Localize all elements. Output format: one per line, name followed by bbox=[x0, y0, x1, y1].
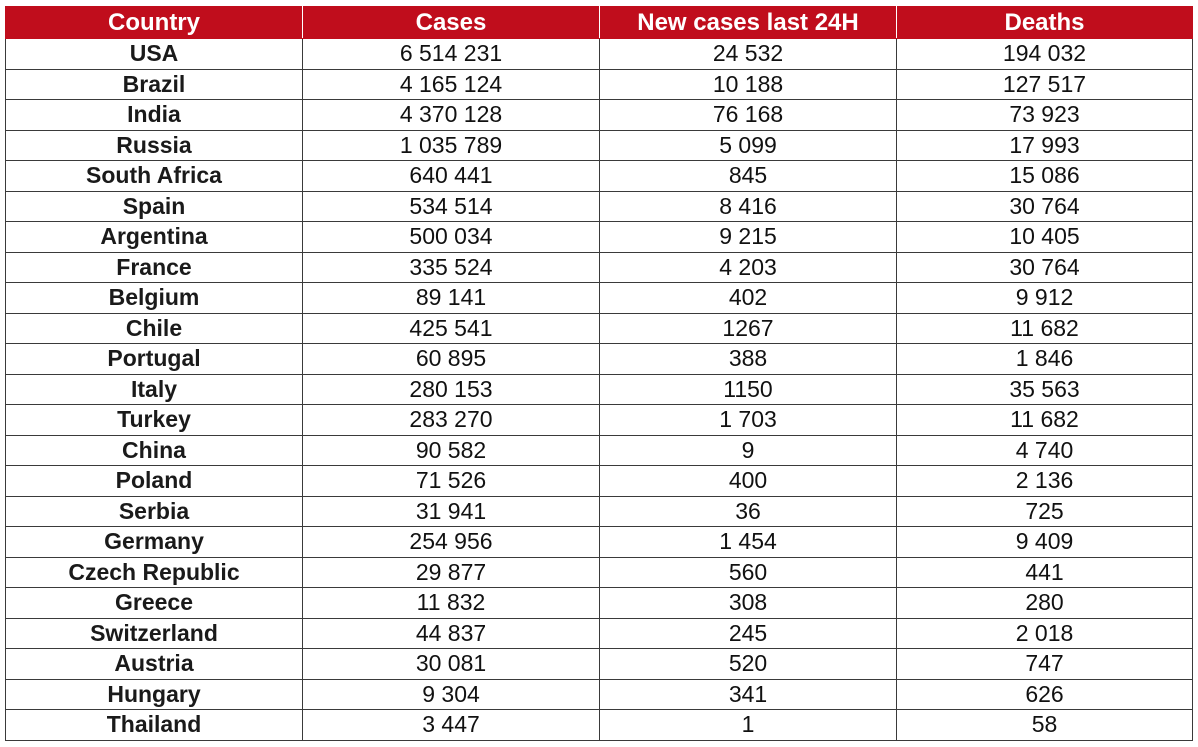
deaths-cell: 35 563 bbox=[897, 374, 1193, 405]
column-header-cases[interactable]: Cases bbox=[303, 7, 600, 39]
deaths-cell: 58 bbox=[897, 710, 1193, 741]
new-cases-cell: 24 532 bbox=[600, 39, 897, 70]
country-cell: Italy bbox=[6, 374, 303, 405]
new-cases-cell: 9 bbox=[600, 435, 897, 466]
cases-cell: 335 524 bbox=[303, 252, 600, 283]
cases-cell: 640 441 bbox=[303, 161, 600, 192]
new-cases-cell: 400 bbox=[600, 466, 897, 497]
country-cell: Russia bbox=[6, 130, 303, 161]
country-cell: France bbox=[6, 252, 303, 283]
cases-cell: 3 447 bbox=[303, 710, 600, 741]
new-cases-cell: 1 bbox=[600, 710, 897, 741]
cases-cell: 9 304 bbox=[303, 679, 600, 710]
cases-cell: 90 582 bbox=[303, 435, 600, 466]
deaths-cell: 747 bbox=[897, 649, 1193, 680]
deaths-cell: 127 517 bbox=[897, 69, 1193, 100]
country-cell: Hungary bbox=[6, 679, 303, 710]
cases-cell: 280 153 bbox=[303, 374, 600, 405]
deaths-cell: 194 032 bbox=[897, 39, 1193, 70]
column-header-country[interactable]: Country bbox=[6, 7, 303, 39]
deaths-cell: 280 bbox=[897, 588, 1193, 619]
table-row bbox=[6, 374, 1193, 405]
deaths-cell: 441 bbox=[897, 557, 1193, 588]
table-row bbox=[6, 435, 1193, 466]
new-cases-cell: 9 215 bbox=[600, 222, 897, 253]
country-cell: Argentina bbox=[6, 222, 303, 253]
column-header-new-cases[interactable]: New cases last 24H bbox=[600, 7, 897, 39]
deaths-cell: 17 993 bbox=[897, 130, 1193, 161]
new-cases-cell: 560 bbox=[600, 557, 897, 588]
new-cases-cell: 1 454 bbox=[600, 527, 897, 558]
new-cases-cell: 1 703 bbox=[600, 405, 897, 436]
cases-cell: 71 526 bbox=[303, 466, 600, 497]
new-cases-cell: 76 168 bbox=[600, 100, 897, 131]
new-cases-cell: 5 099 bbox=[600, 130, 897, 161]
country-cell: India bbox=[6, 100, 303, 131]
deaths-cell: 30 764 bbox=[897, 252, 1193, 283]
country-cell: Brazil bbox=[6, 69, 303, 100]
country-cell: China bbox=[6, 435, 303, 466]
country-cell: Portugal bbox=[6, 344, 303, 375]
table-row bbox=[6, 222, 1193, 253]
new-cases-cell: 4 203 bbox=[600, 252, 897, 283]
deaths-cell: 11 682 bbox=[897, 313, 1193, 344]
table-row bbox=[6, 618, 1193, 649]
cases-cell: 254 956 bbox=[303, 527, 600, 558]
new-cases-cell: 10 188 bbox=[600, 69, 897, 100]
new-cases-cell: 402 bbox=[600, 283, 897, 314]
cases-cell: 1 035 789 bbox=[303, 130, 600, 161]
country-cell: Czech Republic bbox=[6, 557, 303, 588]
cases-cell: 44 837 bbox=[303, 618, 600, 649]
country-cell: USA bbox=[6, 39, 303, 70]
deaths-cell: 725 bbox=[897, 496, 1193, 527]
table-row bbox=[6, 344, 1193, 375]
deaths-cell: 626 bbox=[897, 679, 1193, 710]
deaths-cell: 73 923 bbox=[897, 100, 1193, 131]
deaths-cell: 4 740 bbox=[897, 435, 1193, 466]
country-cell: Spain bbox=[6, 191, 303, 222]
cases-cell: 6 514 231 bbox=[303, 39, 600, 70]
deaths-cell: 9 409 bbox=[897, 527, 1193, 558]
new-cases-cell: 308 bbox=[600, 588, 897, 619]
header-row bbox=[6, 7, 1193, 39]
table-row bbox=[6, 588, 1193, 619]
new-cases-cell: 1267 bbox=[600, 313, 897, 344]
cases-cell: 89 141 bbox=[303, 283, 600, 314]
table-row bbox=[6, 649, 1193, 680]
deaths-cell: 30 764 bbox=[897, 191, 1193, 222]
table-row bbox=[6, 39, 1193, 70]
deaths-cell: 2 018 bbox=[897, 618, 1193, 649]
cases-cell: 60 895 bbox=[303, 344, 600, 375]
column-header-deaths[interactable]: Deaths bbox=[897, 7, 1193, 39]
cases-cell: 29 877 bbox=[303, 557, 600, 588]
cases-cell: 425 541 bbox=[303, 313, 600, 344]
covid-stats-table bbox=[5, 6, 1193, 741]
new-cases-cell: 341 bbox=[600, 679, 897, 710]
country-cell: Thailand bbox=[6, 710, 303, 741]
country-cell: Belgium bbox=[6, 283, 303, 314]
table-row bbox=[6, 252, 1193, 283]
deaths-cell: 2 136 bbox=[897, 466, 1193, 497]
country-cell: Greece bbox=[6, 588, 303, 619]
new-cases-cell: 36 bbox=[600, 496, 897, 527]
new-cases-cell: 8 416 bbox=[600, 191, 897, 222]
new-cases-cell: 245 bbox=[600, 618, 897, 649]
table-header bbox=[6, 7, 1193, 39]
table-row bbox=[6, 283, 1193, 314]
table-row bbox=[6, 557, 1193, 588]
new-cases-cell: 520 bbox=[600, 649, 897, 680]
cases-cell: 4 370 128 bbox=[303, 100, 600, 131]
country-cell: Turkey bbox=[6, 405, 303, 436]
table-row bbox=[6, 527, 1193, 558]
table-row bbox=[6, 69, 1193, 100]
table-row bbox=[6, 405, 1193, 436]
country-cell: South Africa bbox=[6, 161, 303, 192]
table-row bbox=[6, 679, 1193, 710]
table-row bbox=[6, 191, 1193, 222]
table-row bbox=[6, 100, 1193, 131]
country-cell: Poland bbox=[6, 466, 303, 497]
deaths-cell: 11 682 bbox=[897, 405, 1193, 436]
country-cell: Chile bbox=[6, 313, 303, 344]
cases-cell: 11 832 bbox=[303, 588, 600, 619]
country-cell: Switzerland bbox=[6, 618, 303, 649]
country-cell: Austria bbox=[6, 649, 303, 680]
country-cell: Germany bbox=[6, 527, 303, 558]
cases-cell: 31 941 bbox=[303, 496, 600, 527]
deaths-cell: 10 405 bbox=[897, 222, 1193, 253]
cases-cell: 30 081 bbox=[303, 649, 600, 680]
cases-cell: 283 270 bbox=[303, 405, 600, 436]
table-row bbox=[6, 130, 1193, 161]
new-cases-cell: 388 bbox=[600, 344, 897, 375]
table-body bbox=[6, 39, 1193, 741]
table-row bbox=[6, 496, 1193, 527]
table-row bbox=[6, 313, 1193, 344]
deaths-cell: 15 086 bbox=[897, 161, 1193, 192]
new-cases-cell: 845 bbox=[600, 161, 897, 192]
cases-cell: 534 514 bbox=[303, 191, 600, 222]
table-row bbox=[6, 161, 1193, 192]
deaths-cell: 1 846 bbox=[897, 344, 1193, 375]
deaths-cell: 9 912 bbox=[897, 283, 1193, 314]
cases-cell: 500 034 bbox=[303, 222, 600, 253]
table-row bbox=[6, 466, 1193, 497]
table-row bbox=[6, 710, 1193, 741]
new-cases-cell: 1150 bbox=[600, 374, 897, 405]
country-cell: Serbia bbox=[6, 496, 303, 527]
cases-cell: 4 165 124 bbox=[303, 69, 600, 100]
